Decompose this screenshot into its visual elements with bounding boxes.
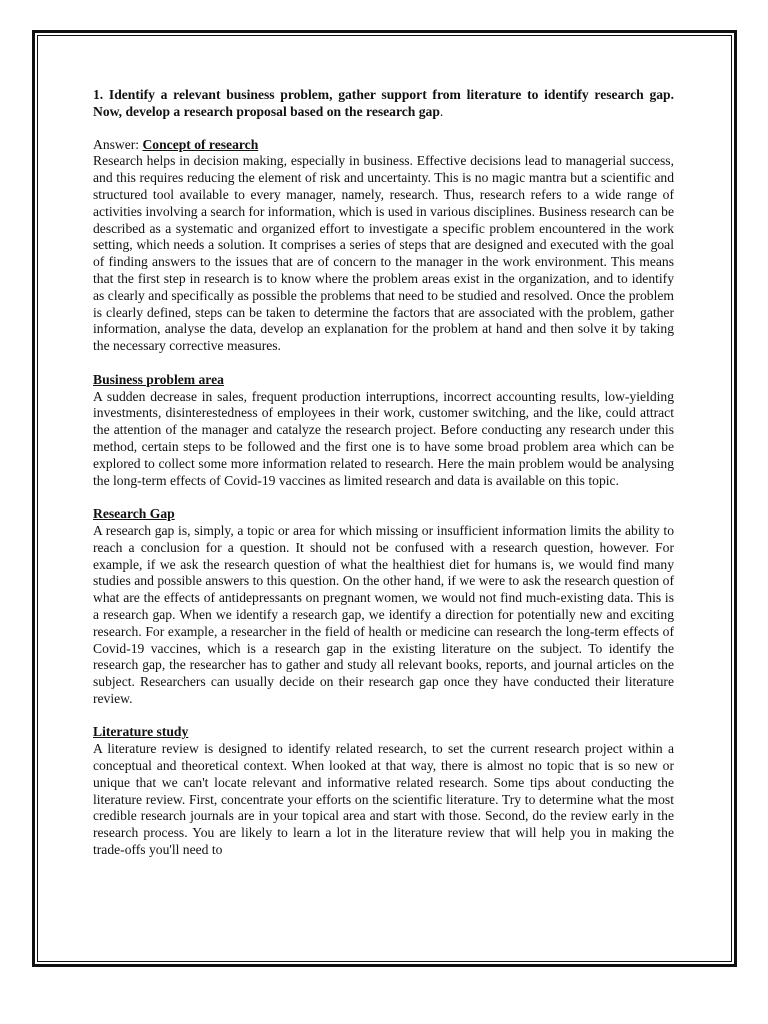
section-body-concept: Research helps in decision making, especially in business. Effective decisions lead to managerial success, and this requires reducing the element of risk and uncertainty. This is no magic mantra but a scientific and structured tool available to every manager, namely, research. Thus, research refers to a wide range of activities involving a search for information, which is used in various disciplines. Business research can be described as a systematic and organized effort to investigate a specific problem encountered in the work setting, which needs a solution. It comprises a series of steps that are designed and executed with the goal of finding answers to the issues that are of concern to the manager in the work environment. This means that the first step in research is to know where the problem areas exist in the organization, and to identify as clearly and specifically as possible the problems that need to be studied and resolved. Once the problem is clearly defined, steps can be taken to determine the factors that are associated with the problem, gather information, analyse the data, develop an explanation for the problem at hand and then solve it by taking the necessary corrective measures.	[93, 153, 674, 354]
section-heading-business-problem: Business problem area	[93, 371, 224, 387]
question-main: 1. Identify a relevant business problem, gather support from literature to identify research gap. Now, develop a research proposal based on the research gap	[93, 87, 674, 119]
answer-line	[93, 137, 674, 154]
question-text	[93, 87, 674, 121]
section-body-research-gap: A research gap is, simply, a topic or area for which missing or insufficient information limits the ability to reach a conclusion for a question. It should not be confused with a research question, however. For example, if we ask the research question of what the healthiest diet for humans is, we would find many studies and possible answers to this question. On the other hand, if we were to ask the research question of what are the effects of antidepressants on pregnant women, we would not find much-existing data. This is a research gap. When we identify a research gap, we identify a direction for potentially new and exciting research. For example, a researcher in the field of health or medicine can research the long-term effects of Covid-19 vaccines, which is a research gap in the existing literature on the subject. To identify the research gap, the researcher has to gather and study all relevant books, reports, and journal articles on the subject. Researchers can usually decide on their research gap once they have conducted their literature review.	[93, 522, 674, 706]
answer-colon: :	[135, 136, 143, 152]
answer-label: Answer	[93, 136, 136, 152]
section-body-business-problem: A sudden decrease in sales, frequent production interruptions, incorrect accounting results, low-yielding investments, disinterestedness of employees in their work, customer switching, and the like, could attract the attention of the manager and catalyze the research project. Before conducting any research under this method, certain steps to be followed and the first one is to have some broad problem area which can be explored to collect some more information related to research. Here the main problem would be analysing the long-term effects of Covid-19 vaccines as limited research and data is available on this topic.	[93, 388, 674, 488]
section-body-literature-study: A literature review is designed to identify related research, to set the current research project within a conceptual and theoretical context. When looked at that way, there is almost no topic that is so new or unique that we can't locate relevant and informative related research. Some tips about conducting the literature review. First, concentrate your efforts on the scientific literature. Try to determine what the most credible research journals are in your topical area and start with those. Second, do the review early in the research process. You are likely to learn a lot in the literature review that will help you in making the trade-offs you'll need to	[93, 741, 674, 858]
section-heading-concept: Concept of research	[142, 136, 259, 152]
section-heading-literature-study: Literature study	[93, 724, 189, 740]
question-period: .	[439, 103, 444, 119]
section-heading-research-gap: Research Gap	[93, 506, 175, 522]
document-body	[93, 87, 674, 859]
